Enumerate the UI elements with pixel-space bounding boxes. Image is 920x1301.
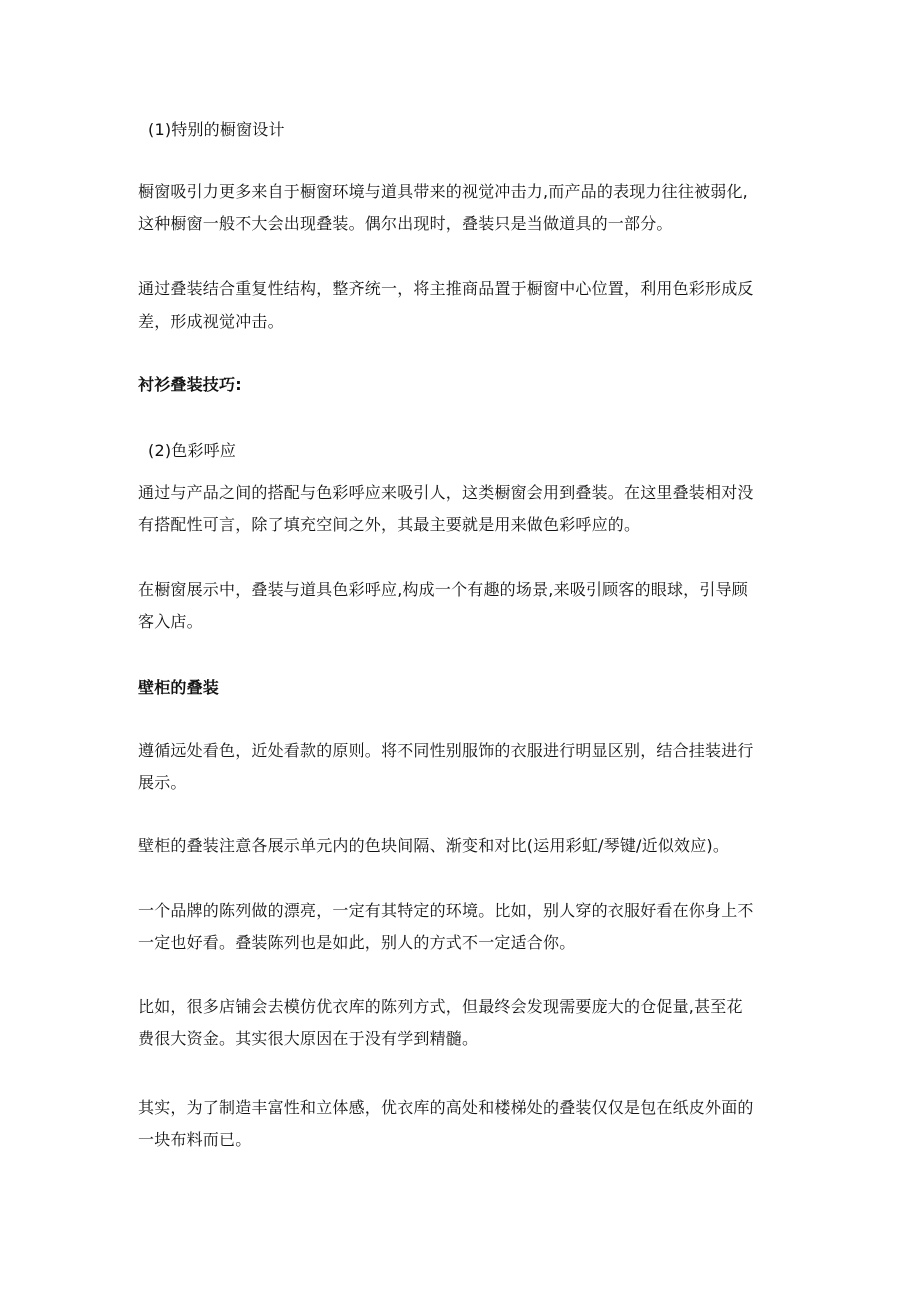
paragraph-line: 有搭配性可言，除了填充空间之外，其最主要就是用来做色彩呼应的。 (138, 515, 641, 534)
paragraph-line: 在橱窗展示中，叠装与道具色彩呼应,构成一个有趣的场景,来吸引顾客的眼球，引导顾 (138, 580, 748, 599)
paragraph-line: 橱窗吸引力更多来自于橱窗环境与道具带来的视觉冲击力,而产品的表现力往往被弱化, (138, 182, 748, 201)
paragraph-line: 壁柜的叠装注意各展示单元内的色块间隔、渐变和对比(运用彩虹/琴键/近似效应)。 (138, 836, 730, 855)
paragraph-line: 费很大资金。其实很大原因在于没有学到精髓。 (138, 1029, 479, 1048)
section-title-shirt: 衬衫叠装技巧: (138, 375, 242, 394)
heading-color-echo: (2)色彩呼应 (148, 441, 237, 460)
section-title-wall: 壁柜的叠装 (138, 678, 220, 697)
paragraph-line: 展示。 (138, 773, 187, 792)
paragraph-line: 遵循远处看色，近处看款的原则。将不同性别服饰的衣服进行明显区别，结合挂装进行 (138, 741, 754, 760)
paragraph-line: 其实，为了制造丰富性和立体感，优衣库的高处和楼梯处的叠装仅仅是包在纸皮外面的 (138, 1098, 754, 1117)
heading-window-design: (1)特别的橱窗设计 (148, 120, 285, 139)
paragraph-line: 一块布料而已。 (138, 1130, 252, 1149)
paragraph-line: 通过叠装结合重复性结构，整齐统一，将主推商品置于橱窗中心位置，利用色彩形成反 (138, 279, 754, 298)
paragraph-line: 一定也好看。叠装陈列也是如此，别人的方式不一定适合你。 (138, 933, 576, 952)
paragraph-line: 比如，很多店铺会去模仿优衣库的陈列方式，但最终会发现需要庞大的仓促量,甚至花 (138, 997, 743, 1016)
paragraph-line: 一个品牌的陈列做的漂亮，一定有其特定的环境。比如，别人穿的衣服好看在你身上不 (138, 901, 754, 920)
paragraph-line: 差，形成视觉冲击。 (138, 312, 284, 331)
paragraph-line: 客入店。 (138, 612, 203, 631)
paragraph-line: 通过与产品之间的搭配与色彩呼应来吸引人，这类橱窗会用到叠装。在这里叠装相对没 (138, 483, 754, 502)
paragraph-line: 这种橱窗一般不大会出现叠装。偶尔出现时，叠装只是当做道具的一部分。 (138, 214, 673, 233)
